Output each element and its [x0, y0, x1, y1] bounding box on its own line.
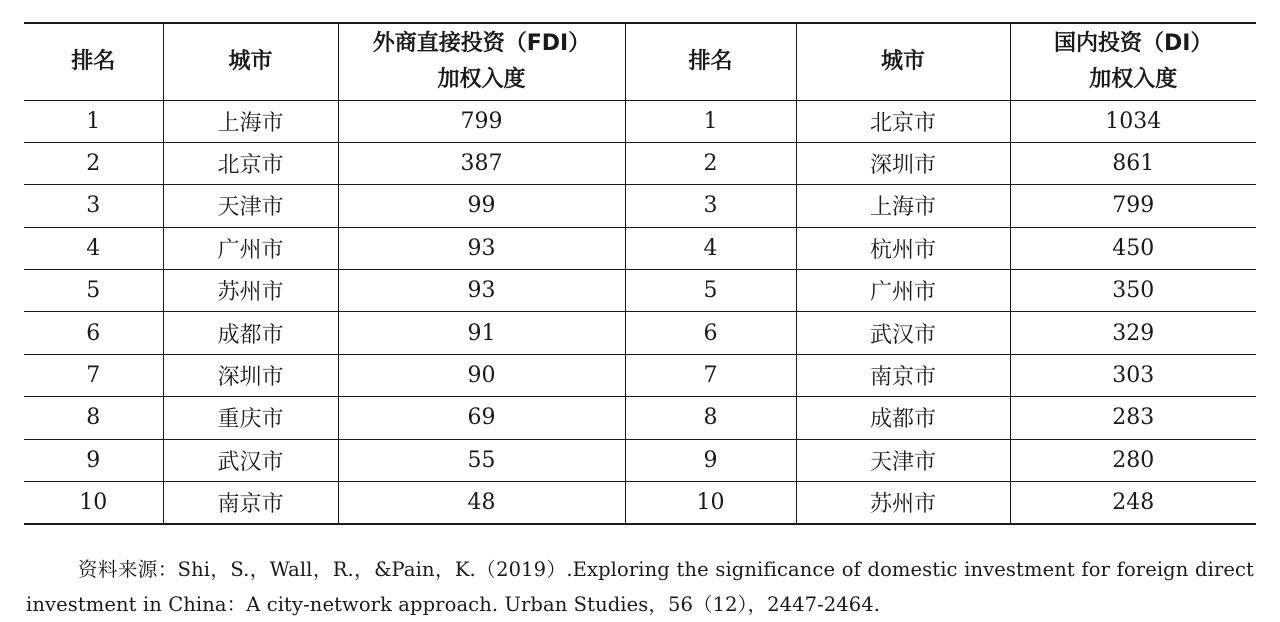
- rank-di-cell: 2: [625, 142, 796, 184]
- city-fdi-cell: 重庆市: [163, 397, 338, 439]
- table-row: [24, 185, 1256, 227]
- header-di-line2: 加权入度: [1089, 66, 1178, 92]
- rank-fdi-cell: 10: [24, 482, 163, 524]
- city-di-cell: 苏州市: [796, 482, 1010, 524]
- city-di-cell: 北京市: [796, 100, 1010, 142]
- table-body: [24, 100, 1256, 524]
- rank-di-cell: 10: [625, 482, 796, 524]
- city-fdi-cell: 成都市: [163, 312, 338, 354]
- rank-fdi-cell: 3: [24, 185, 163, 227]
- header-di-weighted-indegree: [1010, 23, 1256, 100]
- rank-fdi-cell: 4: [24, 227, 163, 269]
- value-di-cell: 350: [1010, 270, 1256, 312]
- rank-di-cell: 4: [625, 227, 796, 269]
- value-fdi-cell: 93: [338, 227, 625, 269]
- value-di-cell: 283: [1010, 397, 1256, 439]
- value-fdi-cell: 90: [338, 354, 625, 396]
- table-header: [24, 23, 1256, 100]
- city-di-cell: 上海市: [796, 185, 1010, 227]
- rank-fdi-cell: 5: [24, 270, 163, 312]
- value-di-cell: 450: [1010, 227, 1256, 269]
- city-ranking-table: [24, 22, 1256, 525]
- header-fdi-line1: 外商直接投资（FDI）: [372, 30, 591, 56]
- value-fdi-cell: 91: [338, 312, 625, 354]
- table-row: [24, 227, 1256, 269]
- value-di-cell: 303: [1010, 354, 1256, 396]
- rank-fdi-cell: 1: [24, 100, 163, 142]
- city-fdi-cell: 天津市: [163, 185, 338, 227]
- value-fdi-cell: 93: [338, 270, 625, 312]
- city-di-cell: 天津市: [796, 439, 1010, 481]
- value-di-cell: 329: [1010, 312, 1256, 354]
- rank-di-cell: 8: [625, 397, 796, 439]
- city-di-cell: 深圳市: [796, 142, 1010, 184]
- header-fdi-line2: 加权入度: [437, 66, 526, 92]
- header-rank-fdi: 排名: [24, 23, 163, 100]
- rank-di-cell: 5: [625, 270, 796, 312]
- table-row: [24, 312, 1256, 354]
- rank-fdi-cell: 7: [24, 354, 163, 396]
- city-fdi-cell: 北京市: [163, 142, 338, 184]
- header-row: [24, 23, 1256, 100]
- city-di-cell: 成都市: [796, 397, 1010, 439]
- rank-di-cell: 3: [625, 185, 796, 227]
- city-fdi-cell: 武汉市: [163, 439, 338, 481]
- value-di-cell: 799: [1010, 185, 1256, 227]
- rank-di-cell: 6: [625, 312, 796, 354]
- rank-di-cell: 7: [625, 354, 796, 396]
- city-di-cell: 南京市: [796, 354, 1010, 396]
- city-fdi-cell: 深圳市: [163, 354, 338, 396]
- city-di-cell: 广州市: [796, 270, 1010, 312]
- city-di-cell: 杭州市: [796, 227, 1010, 269]
- table-row: [24, 397, 1256, 439]
- city-fdi-cell: 苏州市: [163, 270, 338, 312]
- value-di-cell: 280: [1010, 439, 1256, 481]
- rank-fdi-cell: 2: [24, 142, 163, 184]
- value-di-cell: 861: [1010, 142, 1256, 184]
- value-di-cell: 248: [1010, 482, 1256, 524]
- value-fdi-cell: 99: [338, 185, 625, 227]
- city-di-cell: 武汉市: [796, 312, 1010, 354]
- city-fdi-cell: 广州市: [163, 227, 338, 269]
- rank-fdi-cell: 9: [24, 439, 163, 481]
- rank-fdi-cell: 8: [24, 397, 163, 439]
- table-row: [24, 439, 1256, 481]
- table-row: [24, 270, 1256, 312]
- rank-di-cell: 9: [625, 439, 796, 481]
- value-fdi-cell: 799: [338, 100, 625, 142]
- value-fdi-cell: 387: [338, 142, 625, 184]
- value-di-cell: 1034: [1010, 100, 1256, 142]
- header-city-fdi: 城市: [163, 23, 338, 100]
- table-row: [24, 354, 1256, 396]
- city-fdi-cell: 上海市: [163, 100, 338, 142]
- value-fdi-cell: 48: [338, 482, 625, 524]
- table-row: [24, 142, 1256, 184]
- table-row: [24, 482, 1256, 524]
- table-row: [24, 100, 1256, 142]
- value-fdi-cell: 69: [338, 397, 625, 439]
- header-di-line1: 国内投资（DI）: [1054, 30, 1213, 56]
- rank-fdi-cell: 6: [24, 312, 163, 354]
- header-city-di: 城市: [796, 23, 1010, 100]
- header-fdi-weighted-indegree: [338, 23, 625, 100]
- source-note: 资料来源：Shi，S.，Wall，R.，&Pain，K.（2019）.Exploring the significance of domestic investment for foreign direct investment in China：A city-network approach. Urban Studies，56（12），2447-2464.: [26, 557, 1254, 616]
- rank-di-cell: 1: [625, 100, 796, 142]
- header-rank-di: 排名: [625, 23, 796, 100]
- value-fdi-cell: 55: [338, 439, 625, 481]
- city-fdi-cell: 南京市: [163, 482, 338, 524]
